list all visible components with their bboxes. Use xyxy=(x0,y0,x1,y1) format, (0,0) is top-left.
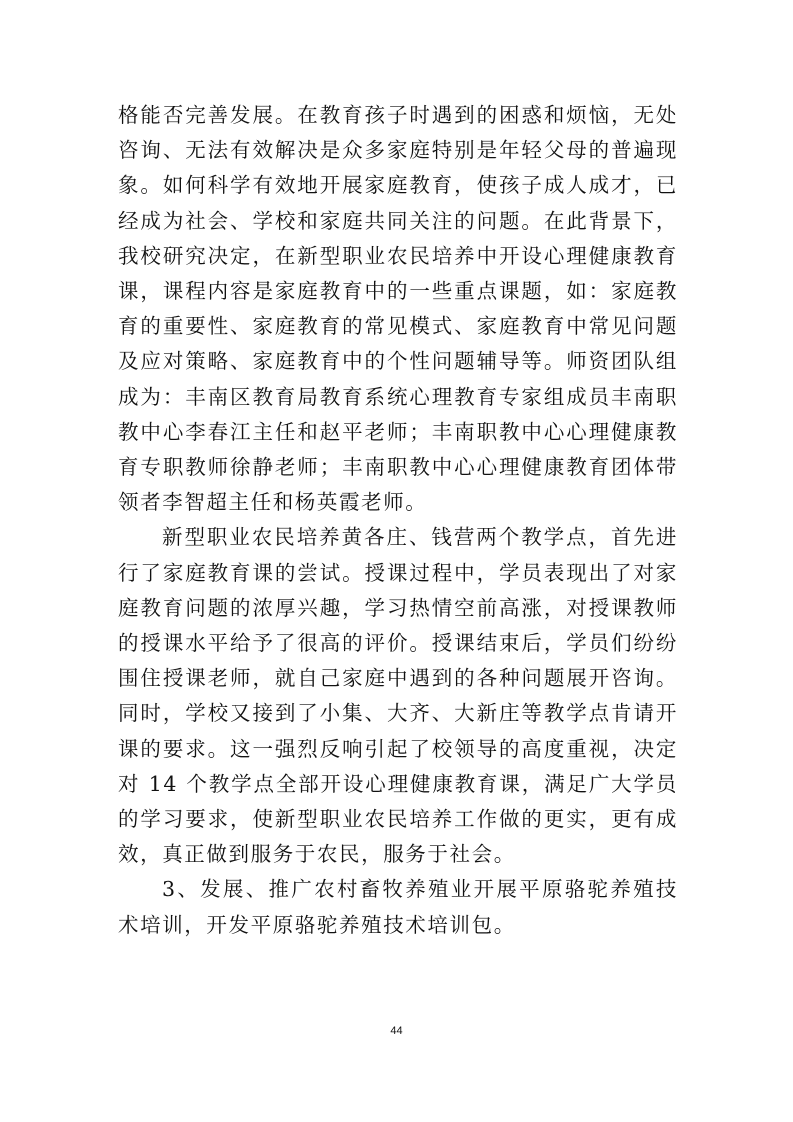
paragraph-continued: 格能否完善发展。在教育孩子时遇到的困惑和烦恼，无处咨询、无法有效解决是众多家庭特别是年轻父母的普遍现象。如何科学有效地开展家庭教育，使孩子成人成才，已经成为社会、学校和家庭共同关注的问题。在此背景下，我校研究决定，在新型职业农民培养中开设心理健康教育课，课程内容是家庭教育中的一些重点课题，如：家庭教育的重要性、家庭教育的常见模式、家庭教育中常见问题及应对策略、家庭教育中的个性问题辅导等。师资团队组成为：丰南区教育局教育系统心理教育专家组成员丰南职教中心李春江主任和赵平老师；丰南职教中心心理健康教育专职教师徐静老师；丰南职教中心心理健康教育团体带领者李智超主任和杨英霞老师。 xyxy=(118,103,678,515)
page-number: 44 xyxy=(390,1025,403,1037)
body-text xyxy=(118,98,678,943)
paragraph-camel-training: 3、发展、推广农村畜牧养殖业开展平原骆驼养殖技术培训，开发平原骆驼养殖技术培训包。 xyxy=(118,877,678,937)
paragraph-training-trial: 新型职业农民培养黄各庄、钱营两个教学点，首先进行了家庭教育课的尝试。授课过程中，学员表现出了对家庭教育问题的浓厚兴趣，学习热情空前高涨，对授课教师的授课水平给予了很高的评价。授课结束后，学员们纷纷围住授课老师，就自己家庭中遇到的各种问题展开咨询。同时，学校又接到了小集、大齐、大新庄等教学点肯请开课的要求。这一强烈反响引起了校领导的高度重视，决定对 14 个教学点全部开设心理健康教育课，满足广大学员的学习要求，使新型职业农民培养工作做的更实，更有成效，真正做到服务于农民，服务于社会。 xyxy=(118,525,678,867)
